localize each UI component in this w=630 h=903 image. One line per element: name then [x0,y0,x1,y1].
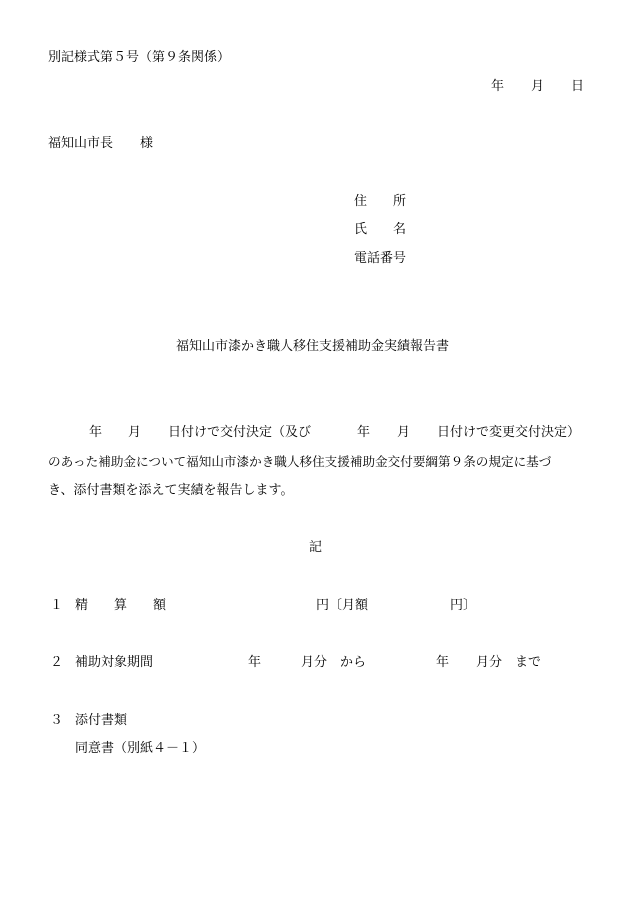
item2-label: 補助対象期間 [75,655,154,670]
date-month: 月 [531,79,545,94]
name-label: 氏 名 [354,222,407,237]
body-month1: 月 [128,425,142,440]
body-line3: き、添付書類を添えて実績を報告します。 [48,483,294,498]
recipient-honorific: 様 [140,136,154,151]
item2-month2: 月分 まで [476,655,542,670]
body-month2: 月 [397,425,411,440]
address-label: 住 所 [354,194,407,209]
body-day2-text: 日付けで変更交付決定） [437,425,581,440]
item3-attachment: 同意書（別紙４－１） [75,741,206,756]
phone-label: 電話番号 [354,251,407,266]
document-title: 福知山市漆かき職人移住支援補助金実績報告書 [176,339,450,354]
item1-yen-close: 円〕 [450,598,477,613]
ki-heading: 記 [309,540,323,555]
item2-year1: 年 [248,655,262,670]
body-year2: 年 [357,425,371,440]
item1-label: 精 算 額 [75,598,167,613]
date-day: 日 [571,79,585,94]
item3-label: 添付書類 [75,713,128,728]
recipient-name: 福知山市長 [48,136,114,151]
item2-number: ２ [50,655,64,670]
body-year1: 年 [89,425,103,440]
date-year: 年 [491,79,505,94]
item2-year2: 年 [436,655,450,670]
body-day1-text: 日付けで交付決定（及び [168,425,312,440]
item1-number: １ [50,598,64,613]
body-line2: のあった補助金について福知山市漆かき職人移住支援補助金交付要綱第９条の規定に基づ [48,454,552,469]
item1-yen-text: 円〔月額 [316,598,369,613]
item2-month1: 月分 から [301,655,367,670]
form-number: 別記様式第５号（第９条関係） [48,50,231,65]
item3-number: ３ [50,713,64,728]
